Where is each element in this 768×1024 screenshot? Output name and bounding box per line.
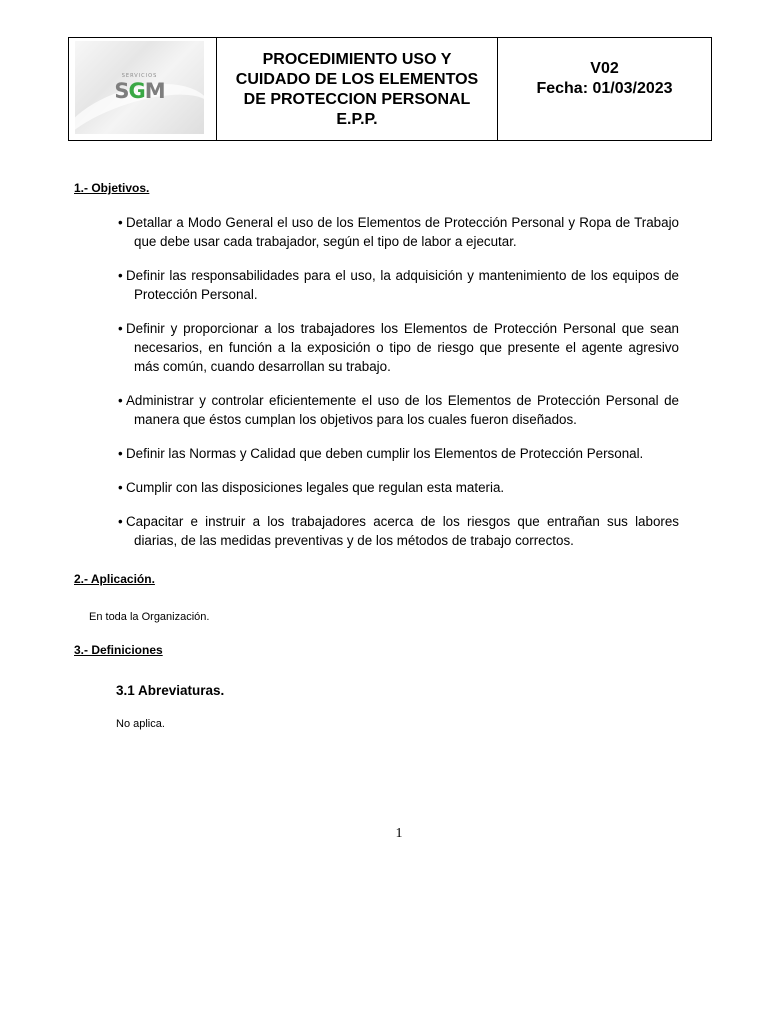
company-logo [75,41,204,134]
objetivos-list [110,213,679,565]
logo-small-text: SERVICIOS [121,73,158,79]
heading-objetivos: 1.- Objetivos. [74,181,150,195]
title-line-1: PROCEDIMIENTO USO Y [262,51,452,68]
logo-letter-m: M [144,79,165,103]
aplicacion-text: En toda la Organización. [89,611,210,623]
list-item: • Cumplir con las disposiciones legales que regulan esta materia. [110,478,679,497]
version-cell [498,38,711,140]
subheading-abreviaturas: 3.1 Abreviaturas. [116,683,225,698]
abreviaturas-text: No aplica. [116,718,165,730]
title-line-4: E.P.P. [336,111,378,128]
list-item: • Administrar y controlar eficientemente el uso de los Elementos de Protección Personal de manera que éstos cumplan los objetivos para los cuales fueron diseñados. [110,391,679,429]
title-line-3: DE PROTECCION PERSONAL [243,91,471,108]
list-item: • Definir las responsabilidades para el uso, la adquisición y mantenimiento de los equipos de Protección Personal. [110,266,679,304]
heading-aplicacion: 2.- Aplicación. [74,572,155,586]
heading-definiciones: 3.- Definiciones [74,643,163,657]
list-item: • Definir las Normas y Calidad que deben cumplir los Elementos de Protección Personal. [110,444,679,463]
version-label: V02 [590,60,619,77]
title-line-2: CUIDADO DE LOS ELEMENTOS [235,71,479,88]
document-title [236,50,478,130]
list-item: • Capacitar e instruir a los trabajadores acerca de los riesgos que entrañan sus labores diarias, de las medidas preventivas y de los métodos de trabajo correctos. [110,512,679,550]
logo-cell [69,38,217,140]
logo-letter-g: G [128,79,145,103]
title-cell [217,38,498,140]
list-item: • Definir y proporcionar a los trabajadores los Elementos de Protección Personal que sean necesarios, en función a la exposición o tipo de riesgo que presente el agente agresivo más común, cuando desarrollan su trabajo. [110,319,679,376]
logo-letter-s: S [114,79,129,103]
date-label: Fecha: 01/03/2023 [536,80,673,97]
logo-mark [75,79,204,103]
list-item: • Detallar a Modo General el uso de los Elementos de Protección Personal y Ropa de Trabajo que debe usar cada trabajador, según el tipo de labor a ejecutar. [110,213,679,251]
page-number: 1 [395,826,403,841]
document-header-table [68,37,712,141]
